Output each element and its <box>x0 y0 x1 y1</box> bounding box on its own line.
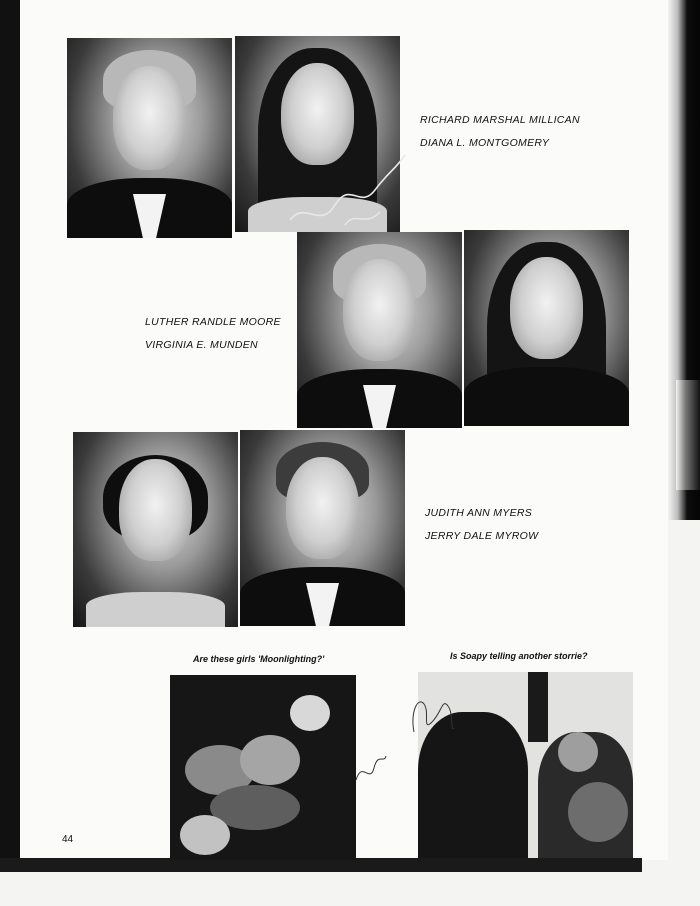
signature-soapy <box>408 692 458 747</box>
signature-scribble <box>285 150 415 235</box>
portrait-richard-millican <box>67 38 232 238</box>
candid-photo-moonlighting <box>170 675 356 860</box>
name-richard-millican: RICHARD MARSHAL MILLICAN <box>420 114 580 126</box>
portrait-judith-myers <box>73 432 238 627</box>
portrait-jerry-myrow <box>240 430 405 626</box>
portrait-luther-moore <box>297 232 462 428</box>
portrait-virginia-munden <box>464 230 629 426</box>
page-bottom-edge <box>0 858 642 872</box>
name-jerry-myrow: JERRY DALE MYROW <box>425 530 539 542</box>
name-diana-montgomery: DIANA L. MONTGOMERY <box>420 137 550 149</box>
candid-caption-left: Are these girls 'Moonlighting?' <box>193 654 325 664</box>
page-right-shadow-lower <box>676 380 700 490</box>
signature-moonlighting <box>352 750 390 790</box>
name-virginia-munden: VIRGINIA E. MUNDEN <box>145 339 258 351</box>
candid-caption-right: Is Soapy telling another storrie? <box>450 651 588 661</box>
page-number: 44 <box>62 834 74 845</box>
name-judith-myers: JUDITH ANN MYERS <box>425 507 533 519</box>
page-binding <box>0 0 20 872</box>
name-luther-moore: LUTHER RANDLE MOORE <box>145 316 281 328</box>
